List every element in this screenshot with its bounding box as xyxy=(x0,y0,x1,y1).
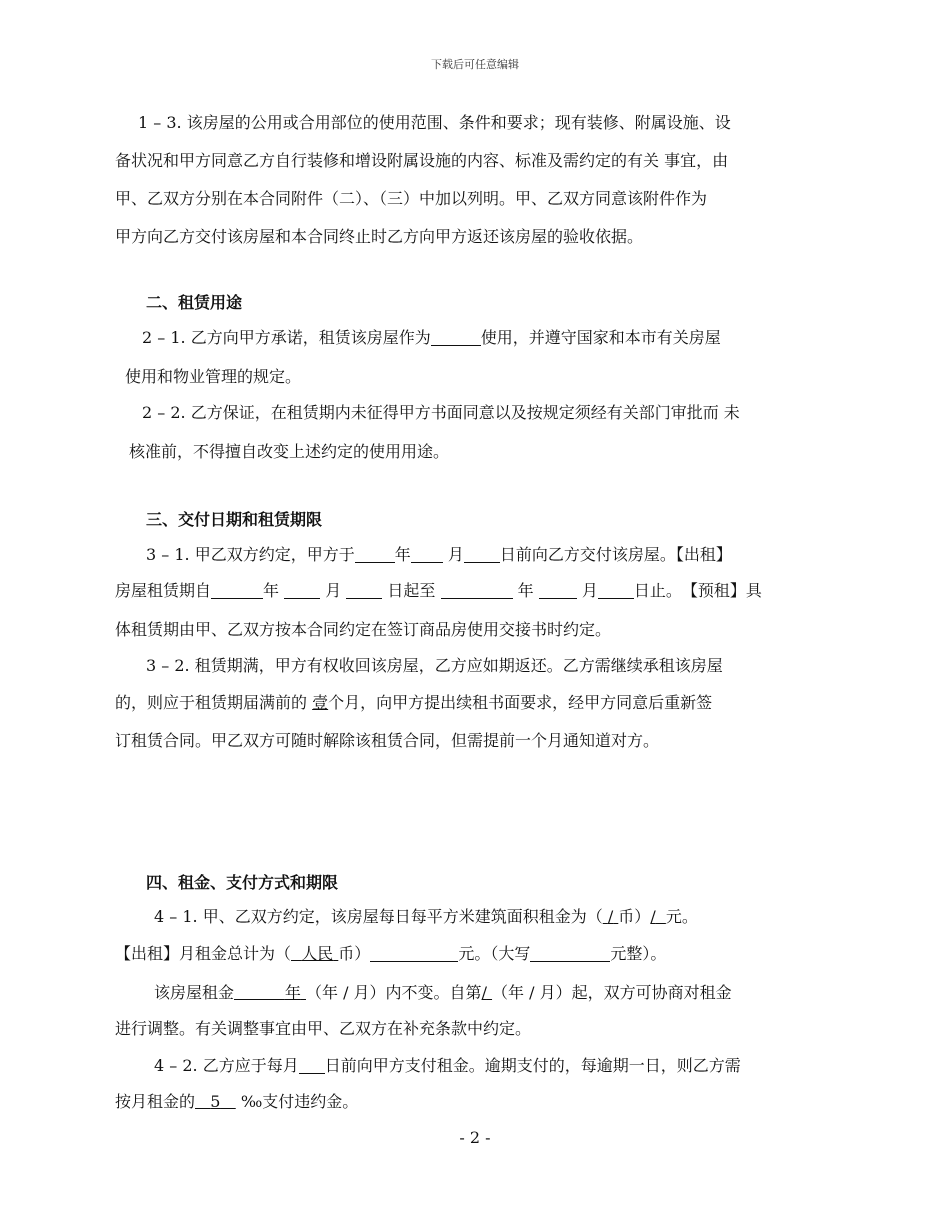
lease-period-label: 房屋租赁期自 xyxy=(115,581,212,600)
clause-4-2-text-c: ‰支付违约金。 xyxy=(240,1092,359,1111)
clause-3-1-line-2 xyxy=(115,578,762,601)
clause-4-1-text-d: 币） xyxy=(338,944,371,963)
monthly-rent-label: 【出租】月租金总计为（ xyxy=(115,944,292,963)
rent-fixed-year-text: 年 xyxy=(284,983,301,1002)
year-label: 年 xyxy=(394,545,411,564)
clause-1-3-line-3: 甲、乙双方分别在本合同附件（二）、（三）中加以列明。甲、乙双方同意该附件作为 xyxy=(115,189,708,208)
clause-3-2-text-b: 个月，向甲方提出续租书面要求，经甲方同意后重新签 xyxy=(328,693,713,712)
start-month-blank xyxy=(284,582,320,599)
clause-3-2-line-2 xyxy=(115,690,712,713)
clause-4-1-line-4: 进行调整。有关调整事宜由甲、乙双方在补充条款中约定。 xyxy=(115,1019,532,1038)
currency-value xyxy=(291,944,338,963)
usage-blank xyxy=(431,329,481,346)
delivery-day-blank xyxy=(464,546,500,563)
clause-4-2-line-1 xyxy=(154,1053,741,1076)
slash-mark: / xyxy=(607,907,614,926)
penalty-rate-text: 5 xyxy=(210,1092,221,1111)
clause-3-2-text-a: 的，则应于租赁期届满前的 xyxy=(115,693,308,712)
rent-fixed-period-value xyxy=(234,983,306,1002)
clause-4-2-text-a: 4 – 2. 乙方应于每月 xyxy=(154,1056,299,1075)
month-label: 月 xyxy=(447,545,464,564)
delivery-year-blank xyxy=(355,546,395,563)
section-heading-usage: 二、租赁用途 xyxy=(146,293,243,312)
penalty-label: 按月租金的 xyxy=(115,1092,196,1111)
clause-2-1-line-2: 使用和物业管理的规定。 xyxy=(125,367,302,386)
clause-3-1-line-2-end: 日止。 【预租】具 xyxy=(633,581,762,600)
monthly-rent-amount-blank xyxy=(370,945,458,962)
clause-4-1-text-g: （年 / 月）内不变。自第 xyxy=(305,983,482,1002)
clause-4-1-text-b: 币） xyxy=(618,907,651,926)
slash-mark: / xyxy=(650,907,656,926)
start-year-blank xyxy=(211,582,263,599)
end-year-blank xyxy=(441,582,513,599)
clause-3-1-line-1 xyxy=(146,542,732,565)
clause-2-2-line-2: 核准前，不得擅自改变上述约定的使用用途。 xyxy=(129,442,450,461)
clause-4-2-text-b: 日前向甲方支付租金。逾期支付的，每逾期一日，则乙方需 xyxy=(324,1056,741,1075)
year-label: 年 xyxy=(263,581,280,600)
currency-text: 人民 xyxy=(301,944,334,963)
rent-rate-amount-value xyxy=(650,907,666,926)
clause-4-1-text-h: （年 / 月）起，双方可协商对租金 xyxy=(492,983,732,1002)
rent-rate-currency-value xyxy=(603,907,619,926)
end-day-blank xyxy=(598,582,634,599)
page-header: 下载后可任意编辑 xyxy=(431,58,519,71)
clause-4-1-text-f: 元整）。 xyxy=(610,944,667,963)
clause-4-2-line-2 xyxy=(115,1089,358,1112)
clause-4-1-text-c: 元。 xyxy=(665,907,698,926)
rent-fixed-label: 该房屋租金 xyxy=(154,983,235,1002)
slash-mark: / xyxy=(481,983,487,1002)
day-from-to-label: 日起至 xyxy=(387,581,436,600)
clause-4-1-text-a: 4 – 1. 甲、乙双方约定，该房屋每日每平方米建筑面积租金为（ xyxy=(154,907,603,926)
clause-1-3-line-4: 甲方向乙方交付该房屋和本合同终止时乙方向甲方返还该房屋的验收依据。 xyxy=(115,227,644,246)
section-heading-rent: 四、租金、支付方式和期限 xyxy=(146,873,339,892)
clause-3-2-line-3: 订租赁合同。甲乙双方可随时解除该租赁合同，但需提前一个月通知道对方。 xyxy=(115,731,660,750)
month-label: 月 xyxy=(325,581,342,600)
start-day-blank xyxy=(346,582,382,599)
clause-3-1-text-a: 3 – 1. 甲乙双方约定，甲方于 xyxy=(146,545,355,564)
clause-2-1-text-b: 使用，并遵守国家和本市有关房屋 xyxy=(480,328,721,347)
adjust-start-value xyxy=(482,983,492,1002)
clause-4-1-line-3 xyxy=(154,980,732,1003)
year-label: 年 xyxy=(517,581,534,600)
section-heading-delivery: 三、交付日期和租赁期限 xyxy=(146,510,323,529)
payment-day-blank xyxy=(299,1057,325,1074)
end-month-blank xyxy=(539,582,577,599)
clause-3-1-line-3: 体租赁期由甲、乙双方按本合同约定在签订商品房使用交接书时约定。 xyxy=(115,620,612,639)
rent-in-words-blank xyxy=(530,945,610,962)
clause-4-1-line-1 xyxy=(154,904,698,927)
clause-1-3-line-2: 备状况和甲方同意乙方自行装修和增设附属设施的内容、标准及需约定的有关 事宜，由 xyxy=(115,151,729,170)
delivery-month-blank xyxy=(411,546,443,563)
clause-1-3-line-1: 1 – 3. 该房屋的公用或合用部位的使用范围、条件和要求；现有装修、附属设施、设 xyxy=(138,113,731,132)
month-label: 月 xyxy=(581,581,598,600)
clause-2-1-line-1 xyxy=(142,325,721,348)
clause-2-1-text-a: 2 – 1. 乙方向甲方承诺，租赁该房屋作为 xyxy=(142,328,431,347)
page-number: - 2 - xyxy=(459,1128,491,1147)
notice-months-value: 壹 xyxy=(312,693,329,712)
clause-3-2-line-1: 3 – 2. 租赁期满，甲方有权收回该房屋，乙方应如期返还。乙方需继续承租该房屋 xyxy=(146,656,723,675)
clause-4-1-line-2 xyxy=(115,941,666,964)
clause-3-1-text-b: 日前向乙方交付该房屋。【出租】 xyxy=(499,545,732,564)
clause-4-1-text-e: 元。（大写 xyxy=(458,944,531,963)
clause-2-2-line-1: 2 – 2. 乙方保证，在租赁期内未征得甲方书面同意以及按规定须经有关部门审批而 未 xyxy=(142,403,740,422)
penalty-rate-value xyxy=(195,1092,236,1111)
